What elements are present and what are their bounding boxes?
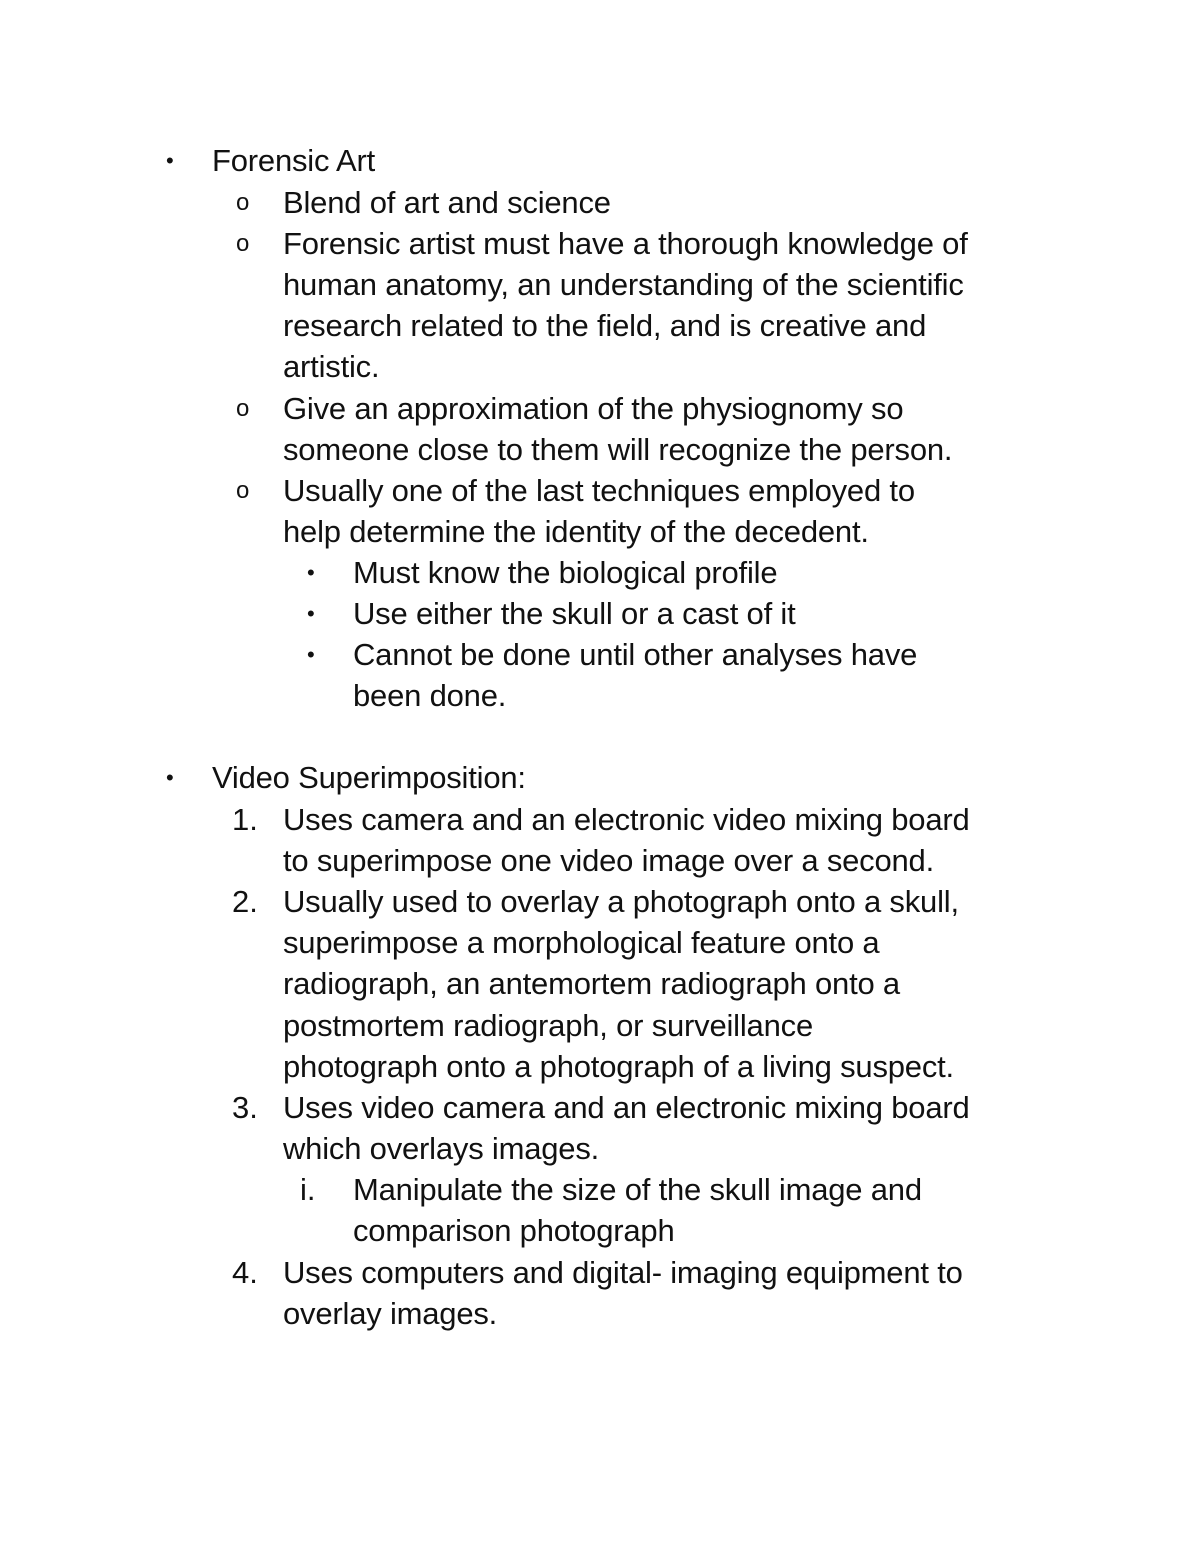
numbered-item-line: Usually used to overlay a photograph onto a skull, xyxy=(283,884,959,919)
numbered-item-line: Uses video camera and an electronic mixing board xyxy=(283,1090,970,1125)
sublist-marker: • xyxy=(307,601,315,626)
sublist-item-line: Cannot be done until other analyses have xyxy=(353,637,918,672)
numbered-item-line: photograph onto a photograph of a living suspect. xyxy=(283,1049,954,1084)
list-item-line: help determine the identity of the decedent. xyxy=(283,514,869,549)
sublist-marker: • xyxy=(307,642,315,667)
numbered-marker: 1. xyxy=(232,802,258,837)
numbered-item-line: to superimpose one video image over a second. xyxy=(283,843,935,878)
list-item-line: someone close to them will recognize the person. xyxy=(283,432,953,467)
numbered-item-line: Uses camera and an electronic video mixing board xyxy=(283,802,970,837)
numbered-marker: 2. xyxy=(232,884,258,919)
roman-item-line: comparison photograph xyxy=(353,1213,675,1248)
sublist-item-line: Use either the skull or a cast of it xyxy=(353,596,796,631)
list-item-line: human anatomy, an understanding of the scientific xyxy=(283,267,964,302)
list-item-line: Forensic artist must have a thorough knowledge of xyxy=(283,226,968,261)
numbered-item-line: postmortem radiograph, or surveillance xyxy=(283,1008,813,1043)
numbered-item-line: overlay images. xyxy=(283,1296,498,1331)
roman-item-line: Manipulate the size of the skull image and xyxy=(353,1172,922,1207)
list-item-line: artistic. xyxy=(283,349,380,384)
numbered-item-line: which overlays images. xyxy=(283,1131,600,1166)
list-marker: o xyxy=(236,395,250,422)
list-marker: o xyxy=(236,189,250,216)
numbered-marker: 4. xyxy=(232,1255,258,1290)
roman-marker: i. xyxy=(300,1172,316,1207)
sublist-item-line: Must know the biological profile xyxy=(353,555,778,590)
section-heading-video-superimposition: Video Superimposition: xyxy=(212,760,526,795)
list-item-line: research related to the field, and is creative and xyxy=(283,308,927,343)
section-bullet: • xyxy=(166,148,174,173)
numbered-marker: 3. xyxy=(232,1090,258,1125)
list-item-line: Usually one of the last techniques employed to xyxy=(283,473,915,508)
list-marker: o xyxy=(236,230,250,257)
section-heading-forensic-art: Forensic Art xyxy=(212,143,375,178)
list-marker: o xyxy=(236,477,250,504)
list-item-line: Give an approximation of the physiognomy so xyxy=(283,391,904,426)
section-bullet: • xyxy=(166,765,174,790)
list-item-line: Blend of art and science xyxy=(283,185,611,220)
numbered-item-line: radiograph, an antemortem radiograph onto a xyxy=(283,966,900,1001)
sublist-item-line: been done. xyxy=(353,678,507,713)
numbered-item-line: Uses computers and digital- imaging equipment to xyxy=(283,1255,963,1290)
sublist-marker: • xyxy=(307,560,315,585)
numbered-item-line: superimpose a morphological feature onto a xyxy=(283,925,880,960)
